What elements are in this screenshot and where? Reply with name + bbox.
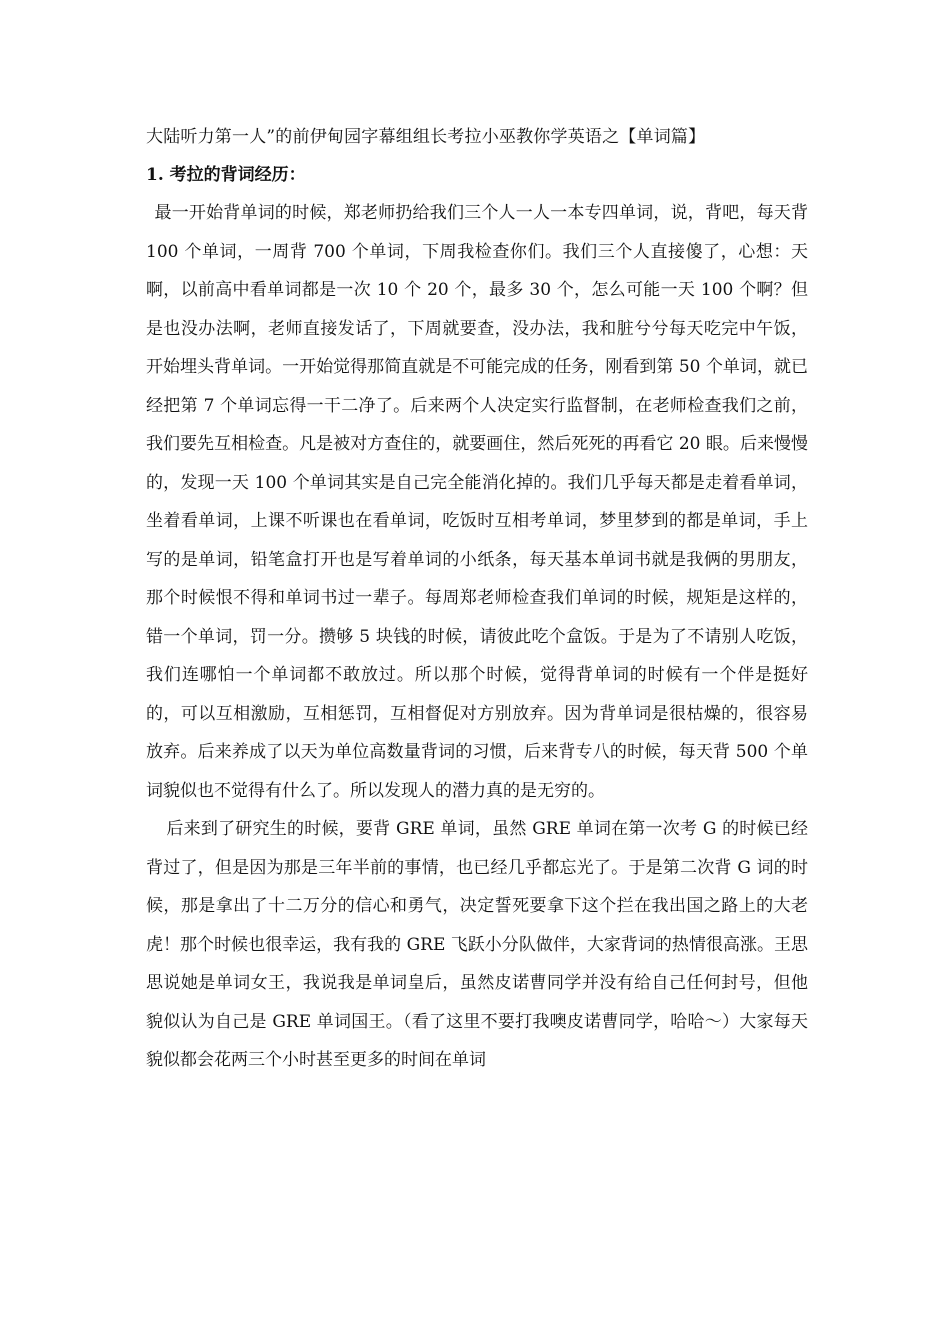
paragraph-1: 最一开始背单词的时候，郑老师扔给我们三个人一人一本专四单词，说，背吧，每天背 100 个单词，一周背 700 个单词，下周我检查你们。我们三个人直接傻了，心想：天啊，以前高中看单词都是一次 10 个 20 个，最多 30 个，怎么可能一天 100 个啊？但是也没办法啊，老师直接发话了，下周就要查，没办法，我和脏兮兮每天吃完中午饭，开始埋头背单词。一开始觉得那简直就是不可能完成的任务，刚看到第 50 个单词，就已经把第 7 个单词忘得一干二净了。后来两个人决定实行监督制，在老师检查我们之前，我们要先互相检查。凡是被对方查住的，就要画住，然后死死的再看它 20 眼。后来慢慢的，发现一天 100 个单词其实是自己完全能消化掉的。我们几乎每天都是走着看单词，坐着看单词，上课不听课也在看单词，吃饭时互相考单词，梦里梦到的都是单词，手上写的是单词，铅笔盒打开也是写着单词的小纸条，每天基本单词书就是我俩的男朋友，那个时候恨不得和单词书过一辈子。每周郑老师检查我们单词的时候，规矩是这样的，错一个单词，罚一分。攒够 5 块钱的时候，请彼此吃个盒饭。于是为了不请别人吃饭，我们连哪怕一个单词都不敢放过。所以那个时候，觉得背单词的时候有一个伴是挺好的，可以互相激励，互相惩罚，互相督促对方别放弃。因为背单词是很枯燥的，很容易放弃。后来养成了以天为单位高数量背词的习惯，后来背专八的时候，每天背 500 个单词貌似也不觉得有什么了。所以发现人的潜力真的是无穷的。	[146, 203, 808, 801]
paragraph-2: 后来到了研究生的时候，要背 GRE 单词，虽然 GRE 单词在第一次考 G 的时候已经背过了，但是因为那是三年半前的事情，也已经几乎都忘光了。于是第二次背 G 词的时候，那是拿出了十二万分的信心和勇气，决定誓死要拿下这个拦在我出国之路上的大老虎！那个时候也很幸运，我有我的 GRE 飞跃小分队做伴，大家背词的热情很高涨。王思思说她是单词女王，我说我是单词皇后，虽然皮诺曹同学并没有给自己任何封号，但他貌似认为自己是 GRE 单词国王。（看了这里不要打我噢皮诺曹同学，哈哈～）大家每天貌似都会花两三个小时甚至更多的时间在单词	[146, 819, 808, 1070]
section-heading: 1. 考拉的背词经历：	[146, 165, 306, 185]
document-page	[146, 118, 808, 1080]
document-title: 大陆听力第一人”的前伊甸园字幕组组长考拉小巫教你学英语之【单词篇】	[146, 127, 706, 147]
